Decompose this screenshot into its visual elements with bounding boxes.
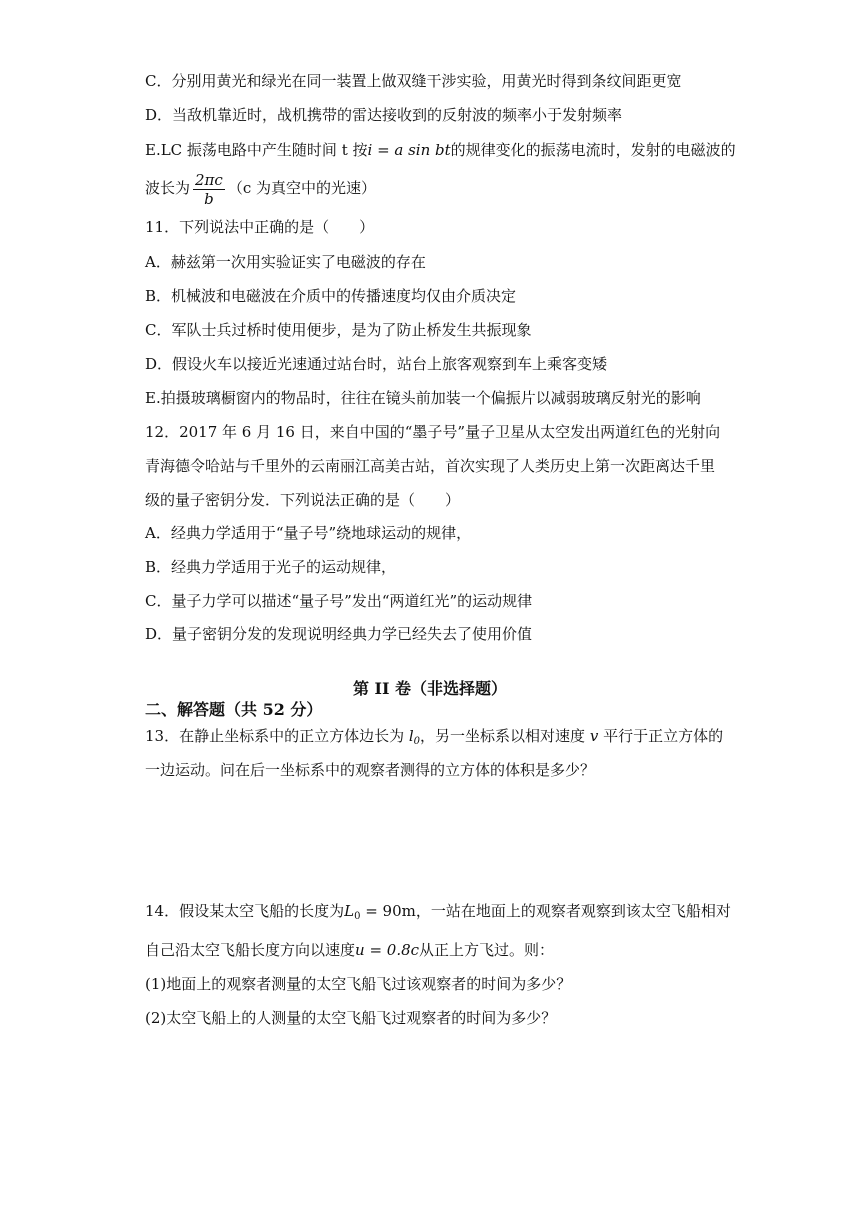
q14-L-symbol: L	[344, 902, 355, 920]
q14-L-value: = 90m	[360, 902, 416, 920]
q14-L-subscript: 0	[354, 911, 361, 922]
q11-option-c: C．军队士兵过桥时使用便步，是为了防止桥发生共振现象	[145, 321, 532, 339]
q11-option-d: D．假设火车以接近光速通过站台时，站台上旅客观察到车上乘客变矮	[145, 355, 608, 373]
q11-option-b: B．机械波和电磁波在介质中的传播速度均仅由介质决定	[145, 287, 517, 305]
q13-l0-symbol	[409, 727, 420, 745]
q11-option-a: A．赫兹第一次用实验证实了电磁波的存在	[145, 253, 426, 271]
q10e2-text-b: （c 为真空中的光速）	[227, 179, 376, 197]
q11-option-e: E.拍摄玻璃橱窗内的物品时，往往在镜头前加装一个偏振片以减弱玻璃反射光的影响	[145, 389, 701, 407]
q13-line1	[145, 725, 724, 753]
q14-text-b: ，一站在地面上的观察者观察到该太空飞船相对	[415, 902, 731, 920]
q13-text-c: 平行于正立方体的	[598, 727, 724, 745]
q12-option-d: D．量子密钥分发的发现说明经典力学已经失去了使用价值	[145, 625, 533, 643]
q10-option-e-line2	[145, 168, 376, 208]
q14-text-d: 从正上方飞过。则：	[419, 941, 555, 959]
q14-text-c: 自己沿太空飞船长度方向以速度	[145, 941, 356, 959]
q12-stem-line1: 12．2017 年 6 月 16 日，来自中国的“墨子号”量子卫星从太空发出两道红色的光射向	[145, 423, 721, 441]
q10e-formula: i = a sin bt	[367, 141, 451, 159]
q12-option-a: A．经典力学适用于“量子号”绕地球运动的规律，	[145, 524, 472, 542]
fraction-numerator: 2πc	[195, 170, 223, 189]
q12-option-c: C．量子力学可以描述“量子号”发出“两道红光”的运动规律	[145, 592, 533, 610]
q13-line2: 一边运动。问在后一坐标系中的观察者测得的立方体的体积是多少？	[145, 761, 596, 779]
q12-stem-line2: 青海德令哈站与千里外的云南丽江高美古站，首次实现了人类历史上第一次距离达千里	[145, 457, 716, 475]
q10e-text-b: 的规律变化的振荡电流时，发射的电磁波的	[450, 141, 736, 159]
q14-subquestion-1: (1)地面上的观察者测量的太空飞船飞过该观察者的时间为多少？	[145, 975, 572, 993]
q10e-text-a: E.LC 振荡电路中产生随时间 t 按	[145, 141, 368, 159]
q13-v-symbol: v	[589, 727, 599, 745]
q13-l-subscript: 0	[413, 736, 421, 747]
q14-line2	[145, 939, 554, 961]
q14-subquestion-2: (2)太空飞船上的人测量的太空飞船飞过观察者的时间为多少？	[145, 1009, 557, 1027]
wavelength-fraction	[193, 171, 225, 208]
q13-text-b: ，另一坐标系以相对速度	[420, 727, 590, 745]
q11-stem: 11．下列说法中正确的是（ ）	[145, 218, 375, 236]
fraction-denominator: b	[204, 189, 214, 208]
q10e2-text-a: 波长为	[145, 179, 191, 197]
q10-option-d: D．当敌机靠近时，战机携带的雷达接收到的反射波的频率小于发射频率	[145, 106, 623, 124]
q10-option-e-line1	[145, 139, 736, 161]
q14-text-a: 14．假设某太空飞船的长度为	[145, 902, 345, 920]
part-two-heading: 第 II 卷（非选择题）	[352, 679, 508, 698]
q10-option-c: C．分别用黄光和绿光在同一装置上做双缝干涉实验，用黄光时得到条纹间距更宽	[145, 72, 682, 90]
q14-line1	[145, 900, 731, 928]
section-two-heading: 二、解答题（共 52 分）	[145, 700, 323, 719]
q13-text-a: 13．在静止坐标系中的正立方体边长为	[145, 727, 409, 745]
q12-option-b: B．经典力学适用于光子的运动规律，	[145, 558, 397, 576]
q13-l-letter: l	[408, 727, 414, 745]
q12-stem-line3: 级的量子密钥分发．下列说法正确的是（ ）	[145, 491, 461, 509]
q14-u-formula: u = 0.8c	[355, 941, 420, 959]
